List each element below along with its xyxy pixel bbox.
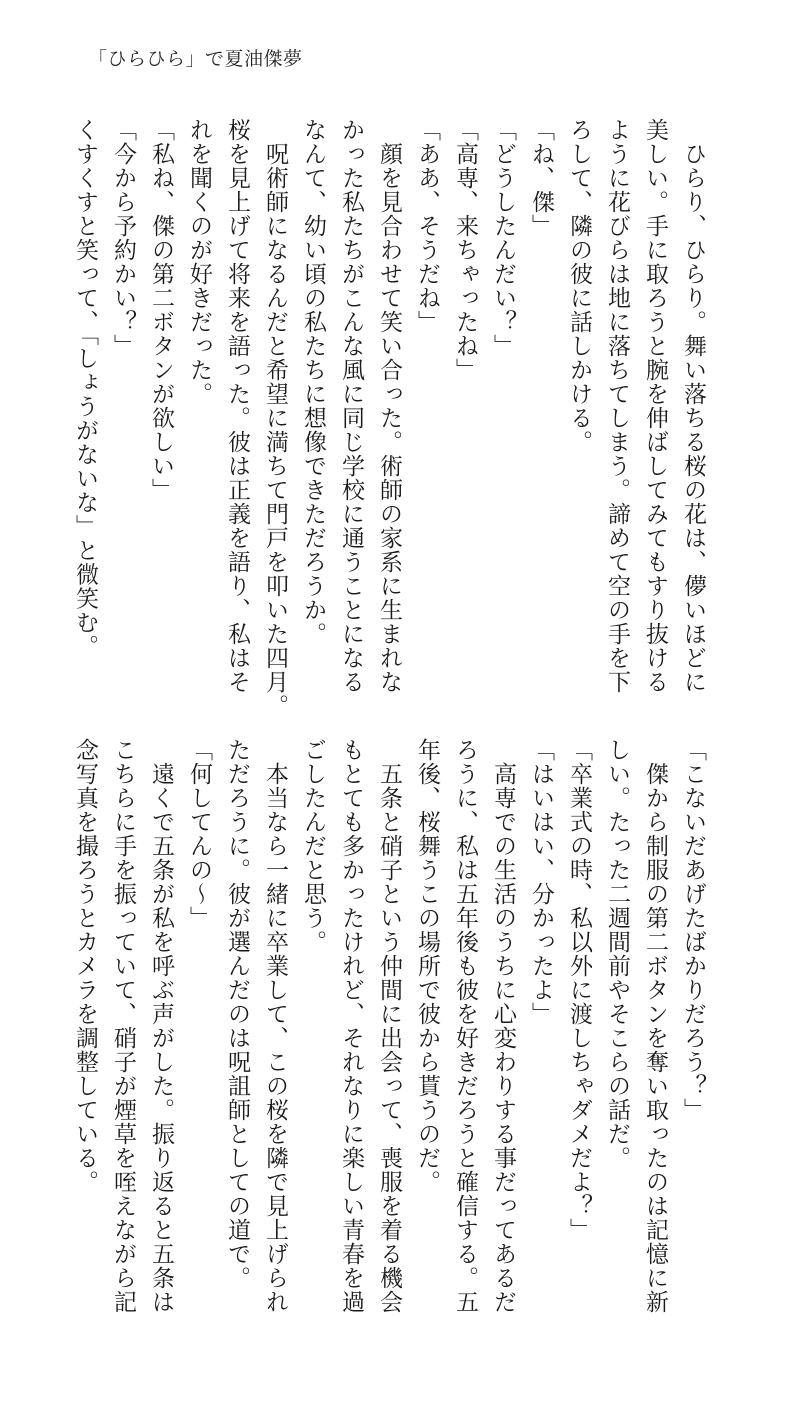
text-line: れを聞くのが好きだった。 [186, 118, 212, 406]
text-line: ろうに、私は五年後も彼を好きだろうと確信する。五 [452, 738, 478, 1314]
text-line: ように花びらは地に落ちてしまう。諦めて空の手を下 [604, 118, 630, 694]
text-line: ひらり、ひらり。舞い落ちる桜の花は、儚いほどに [680, 118, 706, 694]
text-line: 桜を見上げて将来を語った。彼は正義を語り、私はそ [224, 118, 250, 694]
text-line: 「こないだあげたばかりだろう？」 [680, 738, 706, 1122]
text-line: 年後、桜舞うこの場所で彼から貰うのだ。 [414, 738, 440, 1194]
text-line: くすくすと笑って、「しょうがないな」と微笑む。 [72, 118, 98, 659]
page-title: 「ひらひら」で夏油傑夢 [88, 48, 303, 70]
text-block-lower [66, 738, 712, 1314]
text-line: ろして、隣の彼に話しかける。 [566, 118, 592, 454]
text-line: 本当なら一緒に卒業して、この桜を隣で見上げられ [262, 738, 288, 1314]
text-line: 「卒業式の時、私以外に渡しちゃダメだよ？」 [566, 738, 592, 1242]
text-line: 「はいはい、分かったよ」 [528, 738, 554, 1026]
text-line: 五条と硝子という仲間に出会って、喪服を着る機会 [376, 738, 402, 1314]
text-line: ごしたんだと思う。 [300, 738, 326, 954]
text-line: こちらに手を振っていて、硝子が煙草を咥えながら記 [110, 738, 136, 1314]
text-line: 顔を見合わせて笑い合った。術師の家系に生まれな [376, 118, 402, 694]
text-line: 「ああ、そうだね」 [414, 118, 440, 334]
text-line: 「何してんの～」 [186, 738, 212, 930]
text-line: 美しい。手に取ろうと腕を伸ばしてみてもすり抜ける [642, 118, 668, 694]
text-line: 傑から制服の第二ボタンを奪い取ったのは記憶に新 [642, 738, 668, 1314]
text-line: 「高専、来ちゃったね」 [452, 118, 478, 382]
text-line: 遠くで五条が私を呼ぶ声がした。振り返ると五条は [148, 738, 174, 1314]
text-line: 「どうしたんだい？」 [490, 118, 516, 358]
text-line: 「私ね、傑の第二ボタンが欲しい」 [148, 118, 174, 502]
text-line: しい。たった二週間前やそこらの話だ。 [604, 738, 630, 1170]
text-line: かった私たちがこんな風に同じ学校に通うことになる [338, 118, 364, 694]
text-line: 「今から予約かい？」 [110, 118, 136, 358]
text-line: 呪術師になるんだと希望に満ちて門戸を叩いた四月。 [262, 118, 288, 718]
text-line: なんて、幼い頃の私たちに想像できただろうか。 [300, 118, 326, 646]
text-line: もとても多かったけれど、それなりに楽しい青春を過 [338, 738, 364, 1314]
text-line: ただろうに。彼が選んだのは呪詛師としての道で。 [224, 738, 250, 1290]
text-line: 「ね、傑」 [528, 118, 554, 238]
text-line: 高専での生活のうちに心変わりする事だってあるだ [490, 738, 516, 1314]
text-block-upper [66, 118, 712, 718]
text-line: 念写真を撮ろうとカメラを調整している。 [72, 738, 98, 1194]
